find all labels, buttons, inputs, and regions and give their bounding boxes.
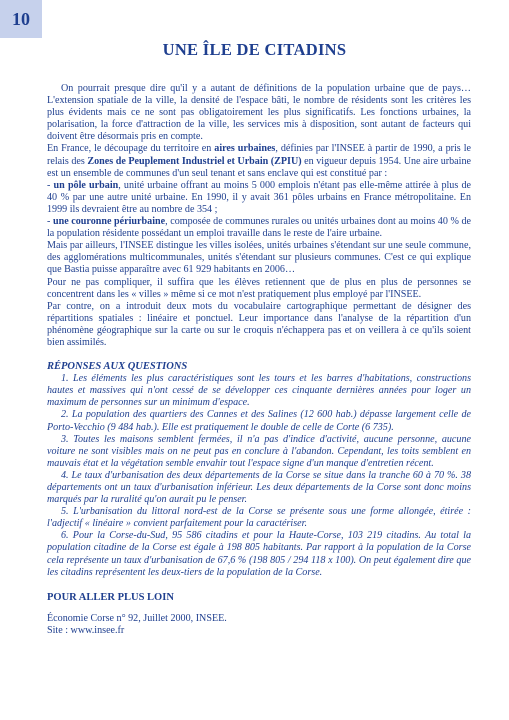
intro-text: , définies par l'INSEE à partir de 1990, a pris le relais des [47, 143, 471, 167]
answer-item: 2. La population des quartiers des Cannes et des Salines (12 600 hab.) dépasse largement celle de Porto-Vecchio (9 484 hab.). Elle est pratiquement le double de celle de Corte (6 735). [47, 409, 471, 433]
further-heading: POUR ALLER PLUS LOIN [47, 591, 174, 603]
answers-list [47, 373, 471, 579]
reference-website: Site : www.insee.fr [47, 624, 125, 636]
intro-text: En France, le découpage du territoire en [47, 143, 215, 155]
term-pole-urbain: un pôle urbain [53, 179, 119, 191]
definition-pole-urbain [47, 180, 471, 216]
intro-paragraph-7: Par contre, on a introduit deux mots du vocabulaire cartographique permettant de désigner des répartitions spatiales : linéaire et ponctuel. Leur importance dans l'analyse de la répartition d'un phénomène géographique sur la carte ou sur le croquis n'échappera pas et on veillera à ce qu'ils soient bien assimilés. [47, 300, 471, 348]
term-aires-urbaines: aires urbaines [214, 143, 276, 155]
definition-text: , unité urbaine offrant au moins 5 000 emplois n'étant pas elle-même attirée à plus de 40 % par une autre unité urbaine. En 1990, il y avait 361 pôles urbains en France métropolitaine. En 1999 ils devraient être au nombre de 354 ; [47, 179, 471, 215]
intro-text: en vigueur depuis 1954. Une aire urbaine est un ensemble de communes d'un seul tenant et sans enclave qui est constitué par : [47, 155, 471, 179]
answer-item: 1. Les éléments les plus caractéristiques sont les tours et les barres d'habitations, constructions hautes et massives qui n'ont cessé de se développer ces cinquante dernières années pour loger un maximum de personnes sur un minimum d'espace. [47, 373, 471, 409]
term-couronne-periurbaine: une couronne périurbaine [52, 216, 166, 228]
definition-text: , composée de communes rurales ou unités urbaines dont au moins 40 % de la population résidente possédant un emploi travaille dans le reste de l'aire urbaine. [47, 216, 471, 240]
page-number: 10 [0, 0, 42, 38]
page-title: UNE ÎLE DE CITADINS [162, 40, 347, 59]
answer-item: 5. L'urbanisation du littoral nord-est de la Corse se présente sous une forme allongée, étirée : l'adjectif « linéaire » convient parfaitement pour la caractériser. [47, 506, 471, 530]
intro-paragraph-1: On pourrait presque dire qu'il y a autant de définitions de la population urbaine que de pays… L'extension spatiale de la ville, la densité de l'espace bâti, le nombre de résidents sont les critères les plus évidents mais ce ne sont pas obligatoirement les plus significatifs. Les fonctions urbaines, la polarisation, la force d'attraction de la ville, les services mis à disposition, sont autant de facteurs qui doivent être désormais pris en compte. [47, 83, 471, 143]
definition-couronne [47, 216, 471, 240]
references [47, 613, 471, 637]
term-zpiu: Zones de Peuplement Industriel et Urbain (ZPIU) [87, 155, 302, 167]
answer-item: 4. Le taux d'urbanisation des deux départements de la Corse se situe dans la tranche 60 à 70 %. 38 départements ont un taux d'urbanisation inférieur. Les deux départements de la Corse sont donc moins marqués par la ruralité qu'on aurait pu le penser. [47, 469, 471, 506]
intro-paragraph-5: Mais par ailleurs, l'INSEE distingue les villes isolées, unités urbaines s'étendant sur une seule commune, des agglomérations multicommunales, unités s'étendant sur plusieurs communes. C'est ce qui explique que Bastia puisse apparaître avec 61 929 habitants en 2006… [47, 240, 471, 276]
main-text [47, 83, 471, 637]
intro-paragraph-2 [47, 143, 471, 179]
answers-heading: RÉPONSES AUX QUESTIONS [47, 361, 188, 373]
list-dash: - [47, 216, 53, 228]
answer-item: 3. Toutes les maisons semblent fermées, il n'a pas d'indice d'activité, aucune personne, aucune voiture ne sont visibles mais on ne peut pas en conclure à l'abandon. Cependant, les toits semblent en mauvais état et la végétation semble envahir tout l'espace signe d'un manque d'entretien récent. [47, 433, 471, 469]
reference-publication: Économie Corse n° 92, Juillet 2000, INSEE. [47, 612, 227, 624]
list-dash: - [47, 179, 54, 191]
answer-item: 6. Pour la Corse-du-Sud, 95 586 citadins et pour la Haute-Corse, 103 219 citadins. Au total la population citadine de la Corse est égale à 198 805 habitants. Par rapport à la population de la Corse cela représente un taux d'urbanisation de 67,6 % (198 805 / 294 118 x 100). On peut également dire que les citadins représentent les deux-tiers de la population de la Corse. [47, 530, 471, 578]
intro-paragraph-6: Pour ne pas compliquer, il suffira que les élèves retiennent que de plus en plus de personnes se concentrent dans les « villes » même si ce mot n'est pratiquement plus employé par l'INSEE. [47, 276, 471, 300]
